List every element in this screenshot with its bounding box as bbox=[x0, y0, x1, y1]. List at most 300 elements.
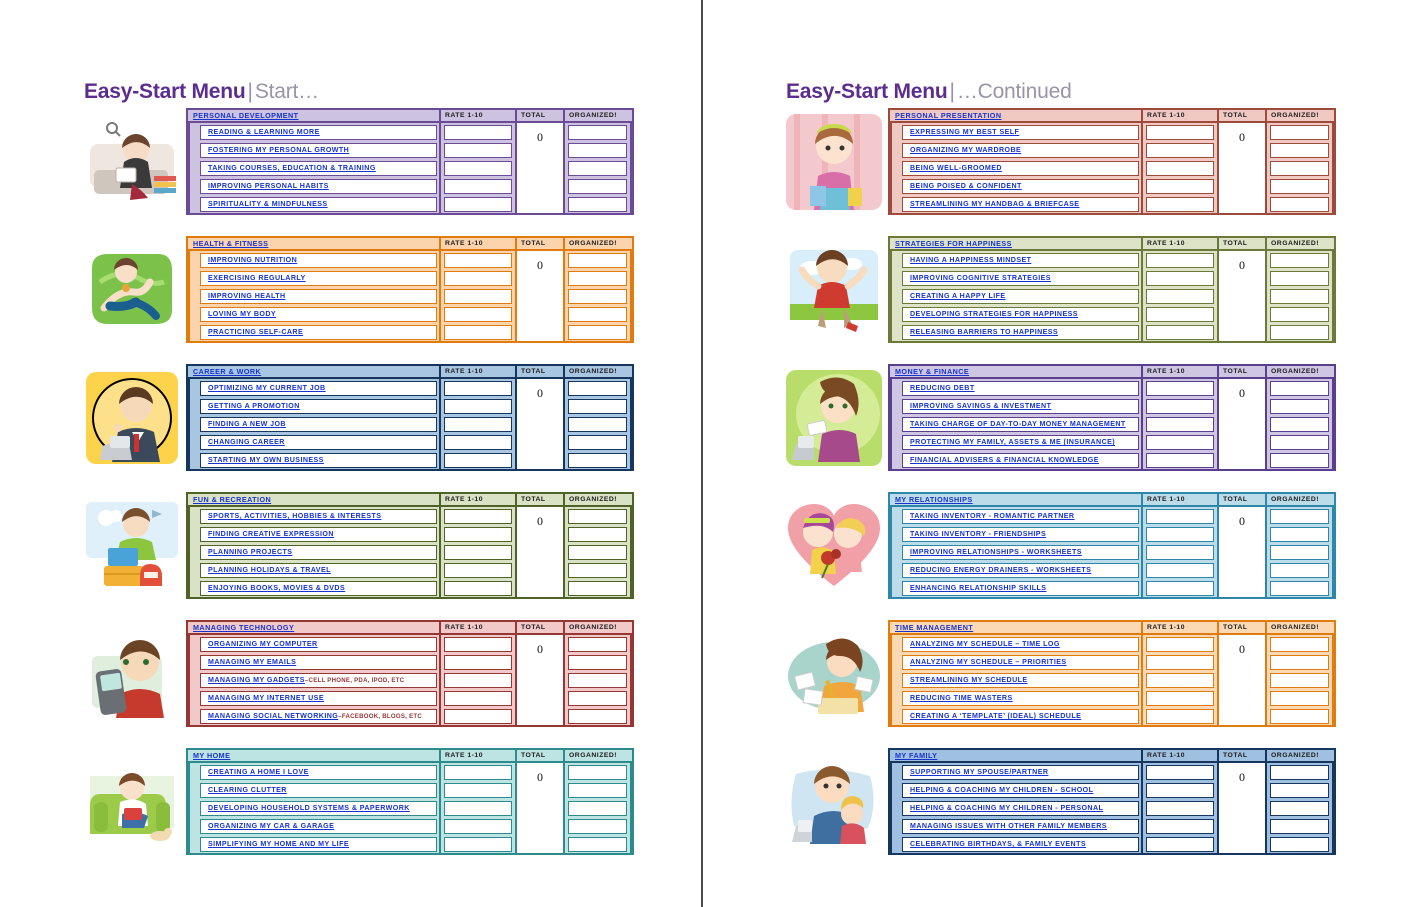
rate-input[interactable] bbox=[1146, 307, 1214, 322]
column-header-organized: ORGANIZED! bbox=[1266, 750, 1334, 763]
rate-input[interactable] bbox=[1146, 143, 1214, 158]
table-header-row bbox=[890, 750, 1334, 763]
goal-item[interactable] bbox=[200, 655, 437, 670]
goal-item[interactable] bbox=[200, 143, 437, 158]
rate-input[interactable] bbox=[1146, 325, 1214, 340]
organized-checkbox[interactable] bbox=[1270, 509, 1329, 524]
organized-checkbox[interactable] bbox=[1270, 637, 1329, 652]
organized-checkbox[interactable] bbox=[568, 143, 627, 158]
table-row bbox=[890, 433, 1334, 451]
woman-planning-photos-illustration bbox=[782, 622, 886, 726]
category-title[interactable]: MY FAMILY bbox=[890, 750, 1142, 763]
column-header-organized: ORGANIZED! bbox=[564, 494, 632, 507]
goal-item[interactable] bbox=[902, 179, 1139, 194]
rate-input[interactable] bbox=[444, 289, 512, 304]
goal-item[interactable] bbox=[902, 637, 1139, 652]
organized-checkbox[interactable] bbox=[1270, 179, 1329, 194]
goal-item[interactable] bbox=[200, 837, 437, 852]
goal-item[interactable] bbox=[902, 527, 1139, 542]
goal-item-label: TAKING COURSES, EDUCATION & TRAINING bbox=[208, 164, 376, 172]
column-header-rate: RATE 1-10 bbox=[440, 622, 516, 635]
column-header-organized: ORGANIZED! bbox=[1266, 622, 1334, 635]
organized-checkbox[interactable] bbox=[1270, 581, 1329, 596]
goal-item[interactable] bbox=[200, 637, 437, 652]
man-mobile-phone-illustration bbox=[80, 622, 184, 726]
rate-input[interactable] bbox=[1146, 271, 1214, 286]
organized-checkbox[interactable] bbox=[568, 637, 627, 652]
rate-input[interactable] bbox=[1146, 435, 1214, 450]
organized-checkbox[interactable] bbox=[1270, 325, 1329, 340]
goal-item-label: MANAGING MY EMAILS bbox=[208, 658, 297, 666]
goal-item[interactable] bbox=[902, 581, 1139, 596]
table-row bbox=[188, 195, 632, 213]
goal-item[interactable] bbox=[902, 197, 1139, 212]
organized-checkbox[interactable] bbox=[568, 691, 627, 706]
rate-input[interactable] bbox=[1146, 399, 1214, 414]
rate-input[interactable] bbox=[444, 709, 512, 724]
organized-checkbox[interactable] bbox=[1270, 417, 1329, 432]
goal-item[interactable] bbox=[902, 253, 1139, 268]
goal-item[interactable] bbox=[902, 563, 1139, 578]
table-row bbox=[890, 543, 1334, 561]
column-header-rate: RATE 1-10 bbox=[1142, 494, 1218, 507]
organized-checkbox[interactable] bbox=[568, 765, 627, 780]
goal-item[interactable] bbox=[902, 765, 1139, 780]
goal-item[interactable] bbox=[902, 691, 1139, 706]
goal-section bbox=[702, 236, 1404, 364]
rate-input[interactable] bbox=[444, 801, 512, 816]
category-title[interactable]: PERSONAL PRESENTATION bbox=[890, 110, 1142, 123]
goal-item-label: STREAMLINING MY HANDBAG & BRIEFCASE bbox=[910, 200, 1080, 208]
organized-checkbox[interactable] bbox=[568, 399, 627, 414]
table-row bbox=[188, 635, 632, 653]
table-row bbox=[890, 451, 1334, 469]
rate-input[interactable] bbox=[1146, 673, 1214, 688]
woman-reading-books-illustration bbox=[80, 110, 184, 214]
rate-input[interactable] bbox=[444, 765, 512, 780]
organized-checkbox[interactable] bbox=[1270, 783, 1329, 798]
organized-checkbox[interactable] bbox=[568, 161, 627, 176]
rate-input[interactable] bbox=[444, 435, 512, 450]
goal-item-label: REDUCING ENERGY DRAINERS - WORKSHEETS bbox=[910, 566, 1092, 574]
column-header-total: TOTAL bbox=[1218, 622, 1266, 635]
organized-checkbox[interactable] bbox=[1270, 271, 1329, 286]
total-value: 0 bbox=[516, 635, 564, 725]
table-row bbox=[188, 507, 632, 525]
goal-item[interactable] bbox=[200, 325, 437, 340]
table-row bbox=[890, 635, 1334, 653]
table-row bbox=[188, 251, 632, 269]
organized-checkbox[interactable] bbox=[568, 509, 627, 524]
goal-item[interactable] bbox=[200, 453, 437, 468]
organized-checkbox[interactable] bbox=[1270, 837, 1329, 852]
table-header-row bbox=[890, 366, 1334, 379]
table-row bbox=[890, 799, 1334, 817]
rate-input[interactable] bbox=[1146, 417, 1214, 432]
goal-item[interactable] bbox=[200, 179, 437, 194]
goal-item[interactable] bbox=[902, 417, 1139, 432]
rate-input[interactable] bbox=[444, 399, 512, 414]
goal-item[interactable] bbox=[200, 417, 437, 432]
rate-input[interactable] bbox=[444, 417, 512, 432]
organized-checkbox[interactable] bbox=[1270, 125, 1329, 140]
organized-checkbox[interactable] bbox=[568, 197, 627, 212]
table-row bbox=[188, 323, 632, 341]
rate-input[interactable] bbox=[444, 563, 512, 578]
organized-checkbox[interactable] bbox=[1270, 819, 1329, 834]
column-header-total: TOTAL bbox=[516, 622, 564, 635]
goal-item-label: CREATING A HAPPY LIFE bbox=[910, 292, 1006, 300]
table-row bbox=[890, 287, 1334, 305]
organized-checkbox[interactable] bbox=[568, 307, 627, 322]
organized-checkbox[interactable] bbox=[568, 801, 627, 816]
category-title[interactable]: MY RELATIONSHIPS bbox=[890, 494, 1142, 507]
organized-checkbox[interactable] bbox=[1270, 765, 1329, 780]
goal-item[interactable] bbox=[200, 783, 437, 798]
rate-input[interactable] bbox=[1146, 765, 1214, 780]
table-row bbox=[890, 195, 1334, 213]
organized-checkbox[interactable] bbox=[1270, 527, 1329, 542]
goal-item[interactable] bbox=[902, 143, 1139, 158]
table-row bbox=[188, 433, 632, 451]
organized-checkbox[interactable] bbox=[568, 581, 627, 596]
column-header-total: TOTAL bbox=[516, 494, 564, 507]
rate-input[interactable] bbox=[1146, 509, 1214, 524]
goal-item-label: IMPROVING NUTRITION bbox=[208, 256, 298, 264]
organized-checkbox[interactable] bbox=[568, 381, 627, 396]
organized-checkbox[interactable] bbox=[568, 179, 627, 194]
goal-item-label: ANALYZING MY SCHEDULE – TIME LOG bbox=[910, 640, 1060, 648]
category-title[interactable]: MANAGING TECHNOLOGY bbox=[188, 622, 440, 635]
table-header-row bbox=[188, 110, 632, 123]
goal-item[interactable] bbox=[200, 197, 437, 212]
rate-input[interactable] bbox=[444, 197, 512, 212]
table-row bbox=[890, 379, 1334, 397]
total-value: 0 bbox=[516, 507, 564, 597]
column-header-total: TOTAL bbox=[1218, 366, 1266, 379]
organized-checkbox[interactable] bbox=[1270, 197, 1329, 212]
organized-checkbox[interactable] bbox=[568, 563, 627, 578]
organized-checkbox[interactable] bbox=[568, 253, 627, 268]
table-row bbox=[890, 817, 1334, 835]
goal-item[interactable] bbox=[902, 655, 1139, 670]
table-row bbox=[188, 397, 632, 415]
rate-input[interactable] bbox=[1146, 563, 1214, 578]
goal-item[interactable] bbox=[200, 563, 437, 578]
rate-input[interactable] bbox=[444, 837, 512, 852]
category-title[interactable]: CAREER & WORK bbox=[188, 366, 440, 379]
rate-input[interactable] bbox=[444, 307, 512, 322]
goal-item[interactable] bbox=[902, 837, 1139, 852]
table-row bbox=[188, 561, 632, 579]
rate-input[interactable] bbox=[1146, 655, 1214, 670]
rate-input[interactable] bbox=[444, 819, 512, 834]
rate-input[interactable] bbox=[444, 325, 512, 340]
goal-item[interactable] bbox=[200, 381, 437, 396]
organized-checkbox[interactable] bbox=[1270, 801, 1329, 816]
organized-checkbox[interactable] bbox=[568, 417, 627, 432]
rate-input[interactable] bbox=[444, 179, 512, 194]
column-header-organized: ORGANIZED! bbox=[1266, 238, 1334, 251]
goal-item[interactable] bbox=[902, 325, 1139, 340]
column-header-organized: ORGANIZED! bbox=[564, 750, 632, 763]
goal-item[interactable] bbox=[902, 545, 1139, 560]
goal-item[interactable] bbox=[200, 545, 437, 560]
goal-item[interactable] bbox=[902, 453, 1139, 468]
column-header-organized: ORGANIZED! bbox=[1266, 110, 1334, 123]
table-row bbox=[890, 159, 1334, 177]
organized-checkbox[interactable] bbox=[1270, 161, 1329, 176]
rate-input[interactable] bbox=[1146, 581, 1214, 596]
category-title[interactable]: MONEY & FINANCE bbox=[890, 366, 1142, 379]
column-header-rate: RATE 1-10 bbox=[1142, 110, 1218, 123]
goal-item[interactable] bbox=[902, 673, 1139, 688]
table-row bbox=[890, 525, 1334, 543]
goal-item[interactable] bbox=[200, 819, 437, 834]
goal-table bbox=[888, 620, 1336, 727]
page-title-main: Easy-Start Menu bbox=[786, 80, 948, 103]
organized-checkbox[interactable] bbox=[1270, 453, 1329, 468]
table-row bbox=[890, 653, 1334, 671]
organized-checkbox[interactable] bbox=[568, 435, 627, 450]
goal-item[interactable] bbox=[200, 527, 437, 542]
rate-input[interactable] bbox=[444, 143, 512, 158]
rate-input[interactable] bbox=[1146, 545, 1214, 560]
goal-item-label: SUPPORTING MY SPOUSE/PARTNER bbox=[910, 768, 1049, 776]
category-title[interactable]: PERSONAL DEVELOPMENT bbox=[188, 110, 440, 123]
rate-input[interactable] bbox=[444, 453, 512, 468]
goal-item[interactable] bbox=[902, 801, 1139, 816]
girl-shopping-bags-illustration bbox=[782, 110, 886, 214]
rate-input[interactable] bbox=[444, 381, 512, 396]
goal-item[interactable] bbox=[200, 399, 437, 414]
column-header-organized: ORGANIZED! bbox=[564, 110, 632, 123]
category-title[interactable]: STRATEGIES FOR HAPPINESS bbox=[890, 238, 1142, 251]
goal-table bbox=[186, 748, 634, 855]
organized-checkbox[interactable] bbox=[568, 289, 627, 304]
column-header-organized: ORGANIZED! bbox=[1266, 494, 1334, 507]
rate-input[interactable] bbox=[444, 253, 512, 268]
goal-item[interactable] bbox=[200, 289, 437, 304]
goal-item-label: IMPROVING COGNITIVE STRATEGIES bbox=[910, 274, 1051, 282]
goal-item-label: PRACTICING SELF-CARE bbox=[208, 328, 304, 336]
rate-input[interactable] bbox=[444, 161, 512, 176]
goal-item[interactable] bbox=[902, 125, 1139, 140]
rate-input[interactable] bbox=[444, 545, 512, 560]
total-value: 0 bbox=[1218, 507, 1266, 597]
rate-input[interactable] bbox=[444, 637, 512, 652]
column-header-total: TOTAL bbox=[1218, 238, 1266, 251]
goal-item-label: MANAGING ISSUES WITH OTHER FAMILY MEMBERS bbox=[910, 822, 1107, 830]
organized-checkbox[interactable] bbox=[1270, 399, 1329, 414]
woman-armchair-reading-cat-illustration bbox=[80, 750, 184, 854]
category-title[interactable]: TIME MANAGEMENT bbox=[890, 622, 1142, 635]
page-title-separator: | bbox=[949, 80, 955, 103]
organized-checkbox[interactable] bbox=[568, 673, 627, 688]
table-row bbox=[188, 707, 632, 725]
organized-checkbox[interactable] bbox=[1270, 381, 1329, 396]
rate-input[interactable] bbox=[1146, 453, 1214, 468]
rate-input[interactable] bbox=[444, 509, 512, 524]
goal-item[interactable] bbox=[200, 271, 437, 286]
organized-checkbox[interactable] bbox=[1270, 289, 1329, 304]
organized-checkbox[interactable] bbox=[1270, 709, 1329, 724]
goal-item[interactable] bbox=[902, 161, 1139, 176]
table-row bbox=[188, 287, 632, 305]
goal-item-suffix: –CELL PHONE, PDA, IPOD, ETC bbox=[304, 676, 405, 684]
rate-input[interactable] bbox=[1146, 801, 1214, 816]
organized-checkbox[interactable] bbox=[1270, 307, 1329, 322]
goal-section bbox=[702, 620, 1404, 748]
organized-checkbox[interactable] bbox=[1270, 691, 1329, 706]
organized-checkbox[interactable] bbox=[568, 819, 627, 834]
table-row bbox=[890, 579, 1334, 597]
goal-table bbox=[888, 364, 1336, 471]
rate-input[interactable] bbox=[444, 125, 512, 140]
goal-item-label: IMPROVING SAVINGS & INVESTMENT bbox=[910, 402, 1052, 410]
goal-item[interactable] bbox=[902, 509, 1139, 524]
column-header-total: TOTAL bbox=[516, 750, 564, 763]
goal-item[interactable] bbox=[902, 399, 1139, 414]
yoga-stretching-illustration bbox=[80, 238, 184, 342]
goal-section bbox=[702, 492, 1404, 620]
category-title[interactable]: HEALTH & FITNESS bbox=[188, 238, 440, 251]
rate-input[interactable] bbox=[1146, 691, 1214, 706]
goal-item[interactable] bbox=[200, 581, 437, 596]
goal-item[interactable] bbox=[200, 709, 437, 724]
organized-checkbox[interactable] bbox=[568, 783, 627, 798]
organized-checkbox[interactable] bbox=[568, 655, 627, 670]
goal-item-label: READING & LEARNING MORE bbox=[208, 128, 320, 136]
table-header-row bbox=[188, 622, 632, 635]
goal-item[interactable] bbox=[902, 289, 1139, 304]
goal-item[interactable] bbox=[902, 381, 1139, 396]
table-row bbox=[188, 415, 632, 433]
goal-item[interactable] bbox=[200, 161, 437, 176]
goal-table bbox=[888, 748, 1336, 855]
organized-checkbox[interactable] bbox=[1270, 143, 1329, 158]
column-header-total: TOTAL bbox=[1218, 750, 1266, 763]
column-header-total: TOTAL bbox=[516, 110, 564, 123]
column-header-organized: ORGANIZED! bbox=[564, 622, 632, 635]
goal-section bbox=[0, 748, 702, 876]
goal-item[interactable] bbox=[200, 509, 437, 524]
goal-item-label: BEING WELL-GROOMED bbox=[910, 164, 1002, 172]
goal-item-label: REDUCING DEBT bbox=[910, 384, 975, 392]
goal-item[interactable] bbox=[902, 435, 1139, 450]
goal-item[interactable] bbox=[200, 307, 437, 322]
organized-checkbox[interactable] bbox=[1270, 563, 1329, 578]
rate-input[interactable] bbox=[1146, 253, 1214, 268]
rate-input[interactable] bbox=[1146, 179, 1214, 194]
organized-checkbox[interactable] bbox=[1270, 253, 1329, 268]
total-value: 0 bbox=[1218, 251, 1266, 341]
rate-input[interactable] bbox=[1146, 125, 1214, 140]
column-header-total: TOTAL bbox=[516, 238, 564, 251]
goal-item[interactable] bbox=[200, 801, 437, 816]
page-title-sub: Start… bbox=[254, 80, 319, 103]
organized-checkbox[interactable] bbox=[1270, 655, 1329, 670]
rate-input[interactable] bbox=[1146, 381, 1214, 396]
goal-item[interactable] bbox=[200, 691, 437, 706]
organized-checkbox[interactable] bbox=[568, 527, 627, 542]
goal-item[interactable] bbox=[902, 783, 1139, 798]
column-header-rate: RATE 1-10 bbox=[440, 238, 516, 251]
table-row bbox=[890, 177, 1334, 195]
goal-item[interactable] bbox=[200, 435, 437, 450]
column-header-rate: RATE 1-10 bbox=[1142, 238, 1218, 251]
goal-item-label: STREAMLINING MY SCHEDULE bbox=[910, 676, 1028, 684]
organized-checkbox[interactable] bbox=[568, 837, 627, 852]
goal-item[interactable] bbox=[200, 253, 437, 268]
rate-input[interactable] bbox=[444, 527, 512, 542]
organized-checkbox[interactable] bbox=[568, 325, 627, 340]
goal-table bbox=[888, 108, 1336, 215]
organized-checkbox[interactable] bbox=[1270, 435, 1329, 450]
organized-checkbox[interactable] bbox=[1270, 545, 1329, 560]
rate-input[interactable] bbox=[444, 673, 512, 688]
goal-item[interactable] bbox=[902, 819, 1139, 834]
goal-section bbox=[0, 620, 702, 748]
rate-input[interactable] bbox=[1146, 819, 1214, 834]
rate-input[interactable] bbox=[1146, 161, 1214, 176]
rate-input[interactable] bbox=[1146, 783, 1214, 798]
rate-input[interactable] bbox=[444, 783, 512, 798]
rate-input[interactable] bbox=[1146, 197, 1214, 212]
goal-item[interactable] bbox=[902, 307, 1139, 322]
rate-input[interactable] bbox=[1146, 837, 1214, 852]
goal-table bbox=[186, 620, 634, 727]
goal-item[interactable] bbox=[200, 125, 437, 140]
goal-section bbox=[702, 748, 1404, 876]
total-value: 0 bbox=[1218, 635, 1266, 725]
goal-item[interactable] bbox=[200, 765, 437, 780]
organized-checkbox[interactable] bbox=[568, 125, 627, 140]
sections-list bbox=[0, 108, 702, 876]
table-row bbox=[890, 707, 1334, 725]
goal-item[interactable] bbox=[200, 673, 437, 688]
rate-input[interactable] bbox=[444, 691, 512, 706]
goal-item[interactable] bbox=[902, 271, 1139, 286]
category-title[interactable]: FUN & RECREATION bbox=[188, 494, 440, 507]
organized-checkbox[interactable] bbox=[1270, 673, 1329, 688]
rate-input[interactable] bbox=[444, 271, 512, 286]
goal-item-label: SPIRITUALITY & MINDFULNESS bbox=[208, 200, 328, 208]
organized-checkbox[interactable] bbox=[568, 453, 627, 468]
goal-item[interactable] bbox=[902, 709, 1139, 724]
goal-section bbox=[0, 108, 702, 236]
rate-input[interactable] bbox=[1146, 709, 1214, 724]
goal-item-label: MANAGING MY GADGETS bbox=[208, 676, 305, 684]
goal-item-label: ENHANCING RELATIONSHIP SKILLS bbox=[910, 584, 1047, 592]
page-title-sub: …Continued bbox=[956, 80, 1072, 103]
rate-input[interactable] bbox=[444, 655, 512, 670]
column-header-rate: RATE 1-10 bbox=[440, 110, 516, 123]
organized-checkbox[interactable] bbox=[568, 709, 627, 724]
rate-input[interactable] bbox=[1146, 637, 1214, 652]
organized-checkbox[interactable] bbox=[568, 545, 627, 560]
rate-input[interactable] bbox=[444, 581, 512, 596]
organized-checkbox[interactable] bbox=[568, 271, 627, 286]
goal-item-label: ORGANIZING MY COMPUTER bbox=[208, 640, 318, 648]
goal-item-label: FOSTERING MY PERSONAL GROWTH bbox=[208, 146, 350, 154]
rate-input[interactable] bbox=[1146, 527, 1214, 542]
goal-item-label: EXERCISING REGULARLY bbox=[208, 274, 306, 282]
column-header-rate: RATE 1-10 bbox=[1142, 622, 1218, 635]
category-title[interactable]: MY HOME bbox=[188, 750, 440, 763]
goal-item-label: IMPROVING HEALTH bbox=[208, 292, 286, 300]
rate-input[interactable] bbox=[1146, 289, 1214, 304]
